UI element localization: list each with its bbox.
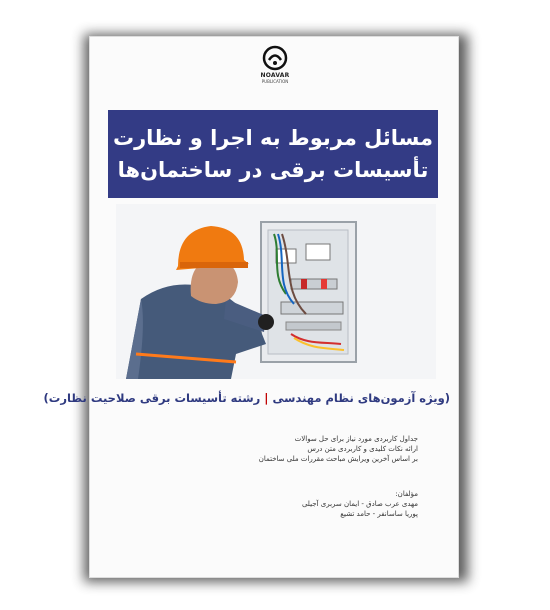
authors-line: مهدی عرب صادق - ایمان سربری آجیلی xyxy=(301,500,418,508)
title-band xyxy=(108,110,438,198)
publisher-name: NOAVAR xyxy=(260,72,290,79)
book-cover xyxy=(43,36,459,578)
feature-list xyxy=(259,434,418,464)
feature-item: ارائه نکات کلیدی و کاربردی متن درس xyxy=(307,445,418,453)
book-title-line-1: مسائل مربوط به اجرا و نظارت xyxy=(112,126,434,150)
publisher-sub: PUBLICATION xyxy=(261,79,289,84)
publisher-logo xyxy=(250,45,300,95)
subtitle-part-2: رشته تأسیسات برقی صلاحیت نظارت xyxy=(48,391,261,405)
cover-photo xyxy=(116,204,436,379)
subtitle-open-paren: ( xyxy=(444,391,450,405)
authors-block xyxy=(302,489,418,519)
book-title-line-2: تأسیسات برقی در ساختمان‌ها xyxy=(117,158,429,182)
authors-label: مؤلفان: xyxy=(395,490,418,498)
subtitle-close-paren: ) xyxy=(43,391,49,405)
authors-line: پوریا ساسانفر - حامد تشیع xyxy=(340,510,418,518)
publisher-logo-icon xyxy=(262,45,288,71)
exam-subtitle xyxy=(43,391,450,405)
subtitle-part-1: ویژه آزمون‌های نظام مهندسی xyxy=(272,391,445,405)
electrical-panel xyxy=(261,222,356,362)
feature-item: بر اساس آخرین ویرایش مباحث مقررات ملی ساختمان xyxy=(258,455,418,463)
feature-item: جداول کاربردی مورد نیاز برای حل سوالات xyxy=(294,435,418,443)
subtitle-separator: | xyxy=(260,391,273,405)
